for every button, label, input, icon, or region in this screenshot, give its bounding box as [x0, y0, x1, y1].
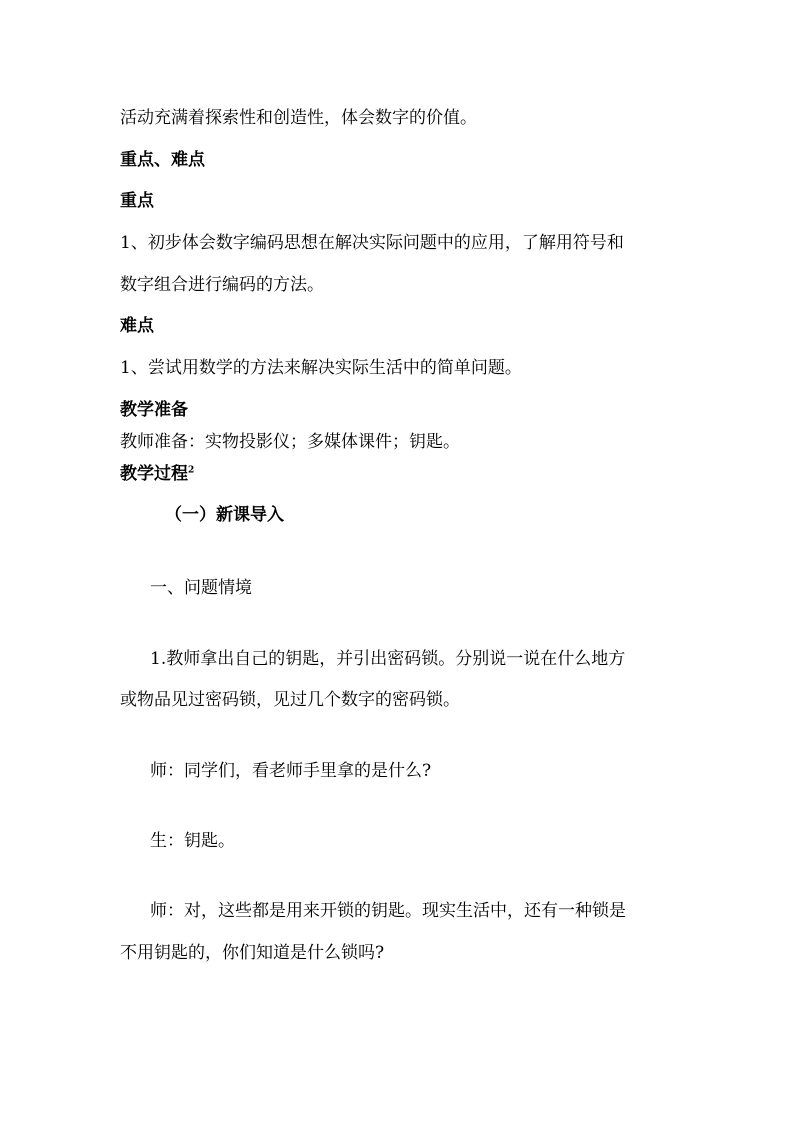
heading-teaching-preparation: 教学准备: [120, 400, 188, 420]
dialogue-student-1: 生：钥匙。: [150, 831, 235, 851]
key-point-1-line-2: 数字组合进行编码的方法。: [120, 275, 324, 295]
heading-new-lesson-intro: （一）新课导入: [165, 505, 284, 525]
heading-difficult-points: 难点: [120, 316, 154, 336]
intro-text-line-1: 活动充满着探索性和创造性，体会数字的价值。: [120, 108, 477, 128]
heading-teaching-process: [120, 462, 194, 486]
key-point-1-line-1: 1、初步体会数字编码思想在解决实际问题中的应用，了解用符号和: [120, 233, 624, 253]
step-1-line-1: 1.教师拿出自己的钥匙，并引出密码锁。分别说一说在什么地方: [150, 649, 626, 669]
heading-key-points: 重点: [120, 191, 154, 211]
footnote-marker: 2: [188, 465, 195, 476]
dialogue-teacher-2-line-2: 不用钥匙的，你们知道是什么锁吗?: [120, 943, 385, 963]
step-1-line-2: 或物品见过密码锁，见过几个数字的密码锁。: [120, 690, 460, 710]
teaching-preparation-text: 教师准备：实物投影仪；多媒体课件；钥匙。: [120, 432, 460, 452]
dialogue-teacher-1: 师：同学们，看老师手里拿的是什么?: [150, 761, 432, 781]
difficult-point-1: 1、尝试用数学的方法来解决实际生活中的简单问题。: [120, 358, 522, 378]
heading-teaching-process-label: 教学过程: [120, 464, 188, 484]
section-problem-situation: 一、问题情境: [150, 578, 252, 598]
heading-key-difficult: 重点、难点: [120, 150, 205, 170]
dialogue-teacher-2-line-1: 师：对，这些都是用来开锁的钥匙。现实生活中，还有一种锁是: [150, 901, 626, 921]
